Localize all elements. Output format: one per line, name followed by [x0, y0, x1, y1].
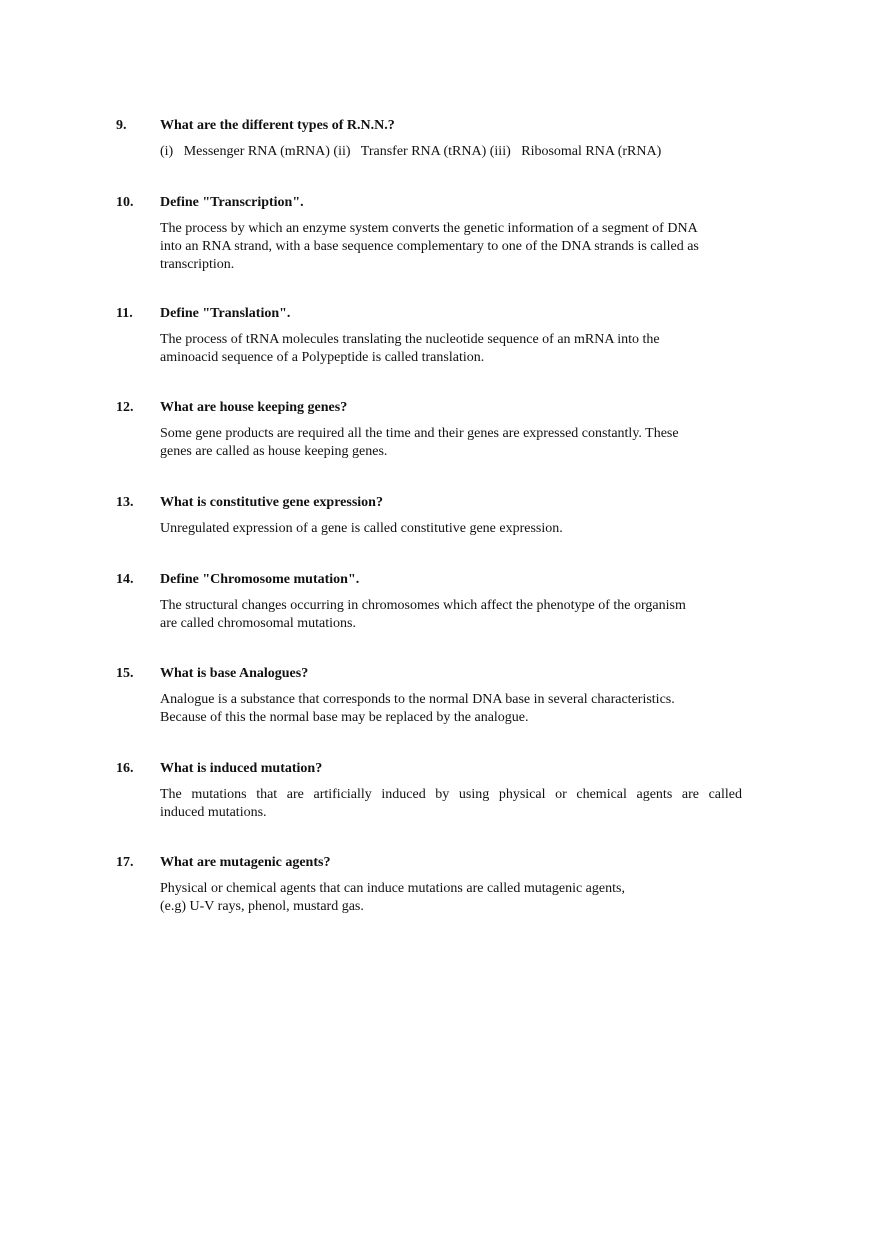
question-number: 14.: [116, 572, 134, 587]
answer-line: Because of this the normal base may be replaced by the analogue.: [160, 710, 529, 725]
question-number: 11.: [116, 306, 133, 321]
answer-line: are called chromosomal mutations.: [160, 616, 356, 631]
question-number: 16.: [116, 761, 134, 776]
answer-text: [160, 220, 746, 274]
answer-text: [160, 425, 746, 461]
answer-text: [160, 880, 746, 916]
question-text: Define "Translation".: [160, 306, 291, 321]
question-text: Define "Chromosome mutation".: [160, 572, 360, 587]
qa-item-16: [116, 760, 746, 822]
answer-line: into an RNA strand, with a base sequence complementary to one of the DNA strands is called as: [160, 239, 699, 254]
qa-item-9: [116, 117, 746, 161]
answer-line: The process of tRNA molecules translating the nucleotide sequence of an mRNA into the: [160, 332, 660, 347]
answer-line: induced mutations.: [160, 805, 267, 820]
question-row: [116, 305, 746, 323]
answer-text: [160, 786, 742, 822]
question-number: 15.: [116, 666, 134, 681]
qa-item-11: [116, 305, 746, 367]
question-row: [116, 571, 746, 589]
answer-line: Some gene products are required all the time and their genes are expressed constantly. These: [160, 426, 679, 441]
qa-item-13: [116, 494, 746, 538]
qa-item-10: [116, 194, 746, 274]
question-row: [116, 494, 746, 512]
qa-item-17: [116, 854, 746, 916]
question-number: 10.: [116, 195, 134, 210]
question-row: [116, 399, 746, 417]
question-row: [116, 117, 746, 135]
answer-text: [160, 143, 746, 161]
question-number: 12.: [116, 400, 134, 415]
answer-line: transcription.: [160, 257, 235, 272]
answer-text: [160, 691, 746, 727]
answer-line: (i) Messenger RNA (mRNA) (ii) Transfer RNA (tRNA) (iii) Ribosomal RNA (rRNA): [160, 144, 662, 159]
answer-line: The structural changes occurring in chromosomes which affect the phenotype of the organism: [160, 598, 686, 613]
question-number: 17.: [116, 855, 134, 870]
answer-line: Analogue is a substance that corresponds to the normal DNA base in several characteristics.: [160, 692, 675, 707]
answer-text: [160, 331, 746, 367]
question-row: [116, 760, 746, 778]
answer-line: (e.g) U-V rays, phenol, mustard gas.: [160, 899, 364, 914]
answer-text: [160, 520, 746, 538]
question-text: What is constitutive gene expression?: [160, 495, 383, 510]
question-text: What is induced mutation?: [160, 761, 323, 776]
qa-item-15: [116, 665, 746, 727]
question-text: What are house keeping genes?: [160, 400, 348, 415]
question-row: [116, 194, 746, 212]
question-number: 9.: [116, 118, 127, 133]
question-text: What are mutagenic agents?: [160, 855, 331, 870]
answer-line: aminoacid sequence of a Polypeptide is called translation.: [160, 350, 485, 365]
question-text: What are the different types of R.N.N.?: [160, 118, 395, 133]
answer-line: genes are called as house keeping genes.: [160, 444, 388, 459]
qa-item-12: [116, 399, 746, 461]
question-row: [116, 854, 746, 872]
answer-line: Unregulated expression of a gene is called constitutive gene expression.: [160, 521, 563, 536]
question-text: What is base Analogues?: [160, 666, 309, 681]
qa-item-14: [116, 571, 746, 633]
answer-line: The process by which an enzyme system converts the genetic information of a segment of DNA: [160, 221, 698, 236]
answer-line: The mutations that are artificially induced by using physical or chemical agents are called: [160, 787, 742, 802]
answer-text: [160, 597, 746, 633]
question-text: Define "Transcription".: [160, 195, 304, 210]
question-number: 13.: [116, 495, 134, 510]
answer-line: Physical or chemical agents that can induce mutations are called mutagenic agents,: [160, 881, 625, 896]
question-row: [116, 665, 746, 683]
